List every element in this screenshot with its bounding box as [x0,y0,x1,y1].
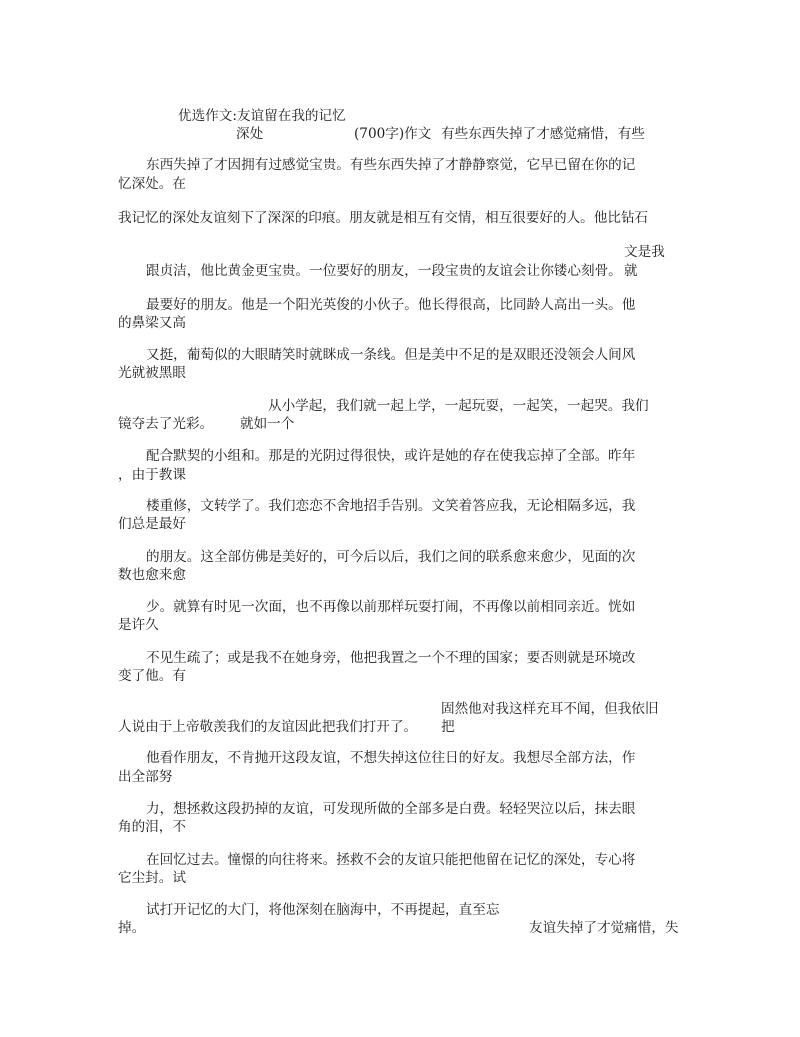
paragraph-line: 变了他。有 [118,668,186,684]
paragraph-line: 从小学起，我们就一起上学，一起玩耍，一起笑，一起哭。我们 [268,398,649,414]
paragraph-line: 它尘封。试 [118,870,186,886]
paragraph-line: 出全部努 [118,769,173,785]
paragraph-line: 镜夺去了光彩。 [118,416,214,432]
paragraph-line: 东西失掉了才因拥有过感觉宝贵。有些东西失掉了才静静察觉，它早已留在你的记 [146,157,636,173]
paragraph-line: 我记忆的深处友谊刻下了深深的印痕。朋友就是相互有交情，相互很要好的人。他比钻石 [118,210,649,226]
paragraph-line: 楼重修，文转学了。我们恋恋不舍地招手告别。文笑着答应我，无论相隔多远，我 [146,498,636,514]
document-title: 优选作文:友谊留在我的记忆 [178,108,346,124]
paragraph-line: 试打开记忆的大门，将他深刻在脑海中，不再提起，直至忘 [146,902,500,918]
paragraph-line: 在回忆过去。憧憬的向往将来。拯救不会的友谊只能把他留在记忆的深处，专心将 [146,852,636,868]
paragraph-line: 配合默契的小组和。那是的光阴过得很快，或许是她的存在使我忘掉了全部。昨年 [146,448,636,464]
paragraph-line: 又挺，葡萄似的大眼睛笑时就眯成一条线。但是美中不足的是双眼还没领会人间风 [146,347,636,363]
side-fragment: 就 [624,263,638,279]
paragraph-line: 的朋友。这全部仿佛是美好的，可今后以后，我们之间的联系愈来愈少，见面的次 [146,549,636,565]
paragraph-line: 忆深处。在 [118,176,186,192]
paragraph-line: 固然他对我这样充耳不闻，但我依旧 [441,701,659,717]
paragraph-line: 就如一个 [240,416,295,432]
paragraph-line: 角的泪，不 [118,819,186,835]
paragraph-line: 有些东西失掉了才感觉痛惜，有些 [441,126,645,142]
paragraph-line: 掉。 [118,920,146,936]
paragraph-line: ，由于教课 [118,467,186,483]
paragraph-line: 最要好的朋友。他是一个阳光英俊的小伙子。他长得很高，比同龄人高出一头。他 [146,297,636,313]
paragraph-line: 少。就算有时见一次面，也不再像以前那样玩耍打闹，不再像以前相同亲近。恍如 [146,599,636,615]
title-continuation: 深处 [236,126,264,142]
paragraph-line: 人说由于上帝敬羡我们的友谊因此把我们打开了。 [118,719,418,735]
paragraph-line: 数也愈来愈 [118,567,186,583]
paragraph-line: 光就被黑眼 [118,365,186,381]
paragraph-line: 们总是最好 [118,516,186,532]
paragraph-line: 不见生疏了；或是我不在她身旁，他把我置之一个不理的国家；要否则就是环境改 [146,650,636,666]
paragraph-line: 是许久 [118,617,159,633]
word-count-label: (700字)作文 [354,126,432,142]
paragraph-line: 把 [441,719,455,735]
paragraph-line: 的鼻梁又高 [118,315,186,331]
paragraph-line: 他看作朋友，不肯抛开这段友谊，不想失掉这位往日的好友。我想尽全部方法，作 [146,750,636,766]
paragraph-line: 友谊失掉了才觉痛惜，失 [529,920,679,936]
side-fragment: 文是我 [624,244,665,260]
paragraph-line: 力，想拯救这段扔掉的友谊，可发现所做的全部多是白费。轻轻哭泣以后，抹去眼 [146,801,636,817]
paragraph-line: 跟贞洁，他比黄金更宝贵。一位要好的朋友，一段宝贵的友谊会让你镂心刻骨。 [146,263,622,279]
